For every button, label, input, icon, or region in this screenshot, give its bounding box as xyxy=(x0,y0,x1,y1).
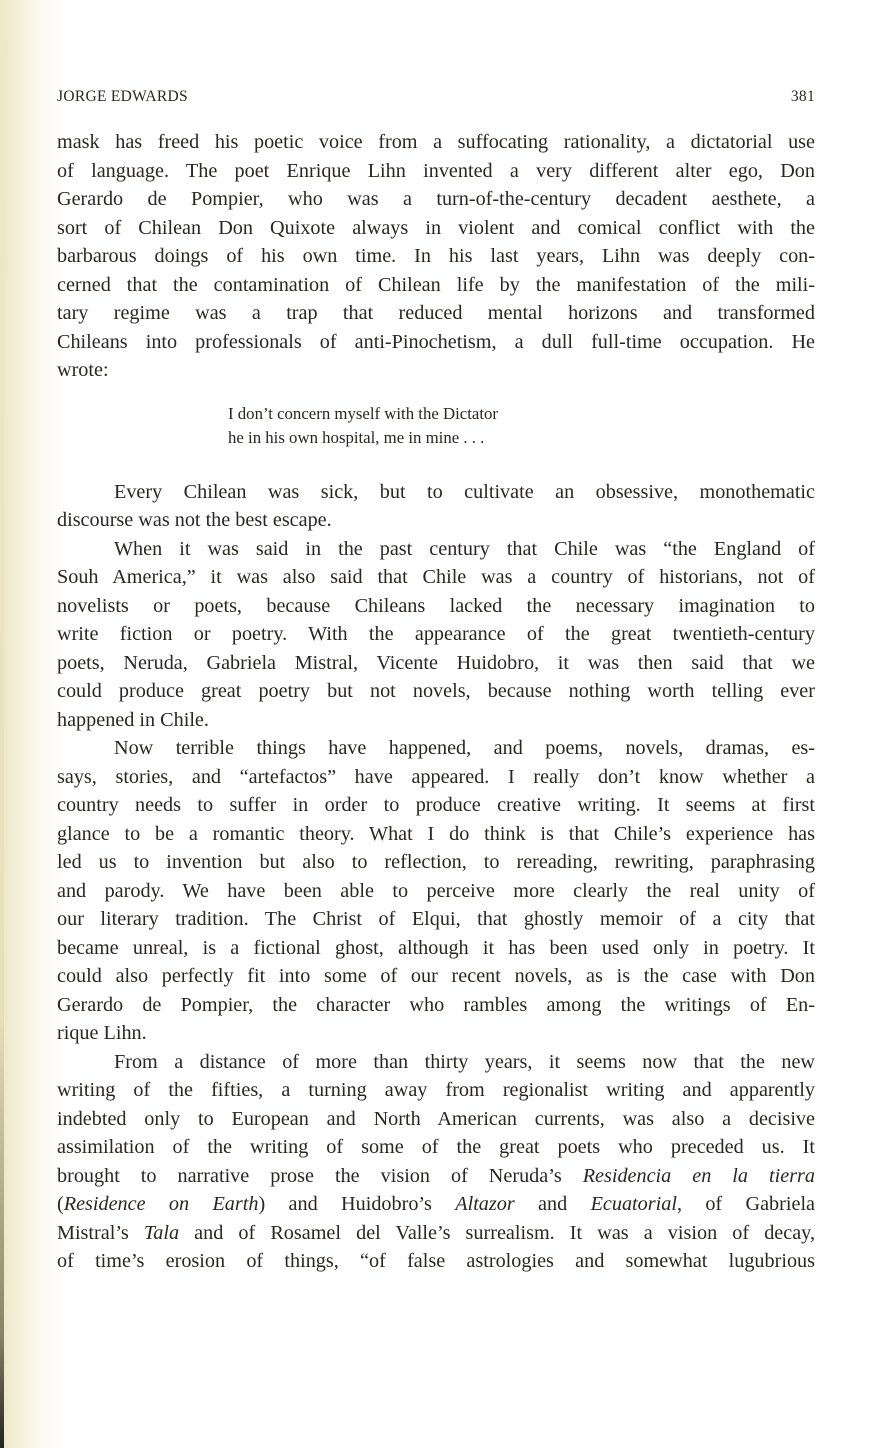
text-line: indebted only to European and North American currents, was also a decisive xyxy=(57,1107,815,1130)
book-spine-shadow xyxy=(0,0,4,1448)
text-line: From a distance of more than thirty years, it seems now that the new xyxy=(114,1050,815,1073)
text-run: ) and Huidobro’s xyxy=(258,1193,456,1215)
book-title-italic: Ecuatorial xyxy=(590,1193,677,1215)
text-run: , of Gabriela xyxy=(676,1193,816,1215)
text-line: write fiction or poetry. With the appearance of the great twentieth-century xyxy=(57,623,815,645)
text-line: Souh America,” it was also said that Chile was a country of historians, not of xyxy=(57,566,815,588)
page-number: 381 xyxy=(790,88,815,105)
text-run: ( xyxy=(57,1193,64,1215)
text-run: Mistral’s xyxy=(57,1221,144,1244)
text-line: assimilation of the writing of some of the great poets who preceded us. It xyxy=(57,1136,815,1158)
text-line: tary regime was a trap that reduced mental horizons and transformed xyxy=(57,302,815,324)
text-line: writing of the fifties, a turning away from regionalist writing and apparently xyxy=(57,1079,815,1101)
book-title-italic: Residence on Earth xyxy=(63,1193,259,1215)
text-line: Every Chilean was sick, but to cultivate an obsessive, monothematic xyxy=(114,480,815,503)
text-line: led us to invention but also to reflection, to rereading, rewriting, paraphrasing xyxy=(57,851,815,873)
paragraph-continued xyxy=(57,128,815,385)
paragraph xyxy=(57,1048,815,1276)
text-line: Gerardo de Pompier, the character who rambles among the writings of En- xyxy=(57,993,815,1016)
text-line: cerned that the contamination of Chilean life by the manifestation of the mili- xyxy=(57,273,815,296)
text-line: Chileans into professionals of anti-Pinochetism, a dull full-time occupation. He xyxy=(57,330,815,353)
text-line: novelists or poets, because Chileans lacked the necessary imagination to xyxy=(57,594,815,617)
text-line: Gerardo de Pompier, who was a turn-of-the-century decadent aesthete, a xyxy=(57,188,815,210)
text-line: could produce great poetry but not novels, because nothing worth telling ever xyxy=(57,680,815,702)
poem-quotation xyxy=(228,402,815,450)
text-line: glance to be a romantic theory. What I do think is that Chile’s experience has xyxy=(57,822,815,845)
paragraph xyxy=(57,478,815,535)
text-line: rique Lihn. xyxy=(57,1022,147,1044)
poem-line: he in his own hospital, me in mine . . . xyxy=(228,427,485,447)
text-line: says, stories, and “artefactos” have appeared. I really don’t know whether a xyxy=(57,765,815,788)
text-run: brought to narrative prose the vision of Neruda’s xyxy=(57,1164,583,1187)
text-line xyxy=(57,1219,815,1248)
book-title-italic: Altazor xyxy=(455,1193,515,1215)
text-line: When it was said in the past century that Chile was “the England of xyxy=(114,537,815,560)
running-head-author: JORGE EDWARDS xyxy=(57,88,188,105)
book-title-italic: Residencia en la tierra xyxy=(582,1164,815,1187)
text-line: poets, Neruda, Gabriela Mistral, Vicente Huidobro, it was then said that we xyxy=(57,651,815,674)
paragraph xyxy=(57,535,815,735)
text-line: our literary tradition. The Christ of Elqui, that ghostly memoir of a city that xyxy=(57,908,815,930)
book-title-italic: Tala xyxy=(143,1221,180,1244)
text-line: barbarous doings of his own time. In his last years, Lihn was deeply con- xyxy=(57,245,815,267)
text-line: mask has freed his poetic voice from a suffocating rationality, a dictatorial use xyxy=(57,131,815,153)
text-run: and xyxy=(514,1193,591,1215)
text-line: wrote: xyxy=(57,359,109,381)
text-line: and parody. We have been able to perceive more clearly the real unity of xyxy=(57,879,815,902)
text-line: of language. The poet Enrique Lihn invented a very different alter ego, Don xyxy=(57,159,815,182)
text-line: of time’s erosion of things, “of false astrologies and somewhat lugubrious xyxy=(57,1250,815,1272)
text-line: could also perfectly fit into some of our recent novels, as is the case with Don xyxy=(57,965,815,987)
text-line xyxy=(57,1190,815,1219)
text-line: country needs to suffer in order to produce creative writing. It seems at first xyxy=(57,794,815,816)
text-line: became unreal, is a fictional ghost, although it has been used only in poetry. It xyxy=(57,936,815,959)
body-text xyxy=(57,128,815,1276)
text-line xyxy=(57,1162,815,1191)
text-line: happened in Chile. xyxy=(57,708,209,731)
text-run: and of Rosamel del Valle’s surrealism. It was a vision of decay, xyxy=(179,1221,815,1244)
paragraph xyxy=(57,734,815,1048)
text-line: sort of Chilean Don Quixote always in violent and comical conflict with the xyxy=(57,216,815,239)
poem-line: I don’t concern myself with the Dictator xyxy=(228,403,498,423)
text-line: Now terrible things have happened, and poems, novels, dramas, es- xyxy=(114,737,815,759)
text-line: discourse was not the best escape. xyxy=(57,509,332,531)
running-head xyxy=(57,88,815,106)
